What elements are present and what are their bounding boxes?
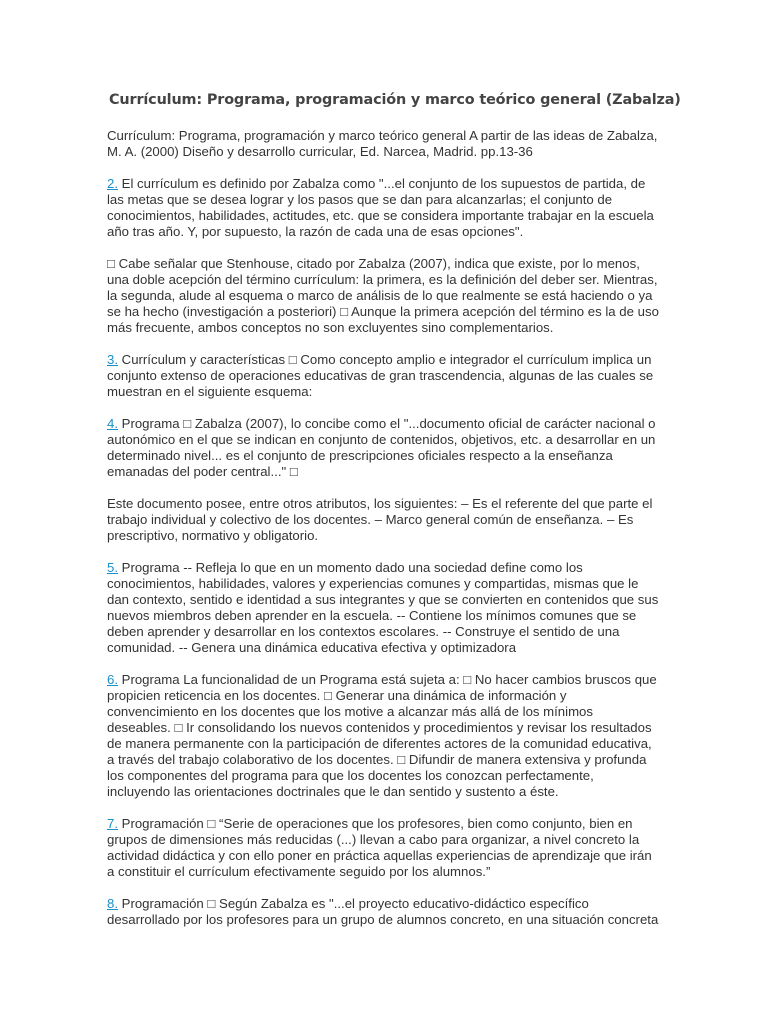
- section-link-6[interactable]: 6.: [107, 672, 118, 687]
- paragraph-text: El currículum es definido por Zabalza como "...el conjunto de los supuestos de partida, de las metas que se desea lograr y los pasos que se dan para alcanzarlas; el conjunto de conocimientos, habilidades, actitudes, etc. que se considera importante trabajar en la escuela año tras año. Y, por supuesto, la razón de cada una de esas opciones".: [107, 176, 654, 239]
- paragraph-text: Programación □ “Serie de operaciones que los profesores, bien como conjunto, bien en grupos de dimensiones más reducidas (...) llevan a cabo para organizar, a nivel concreto la actividad didáctica y con ello poner en práctica aquellas experiencias de aprendizaje que irán a constituir el currículum efectivamente seguido por los alumnos.”: [107, 816, 652, 879]
- paragraph-6: [107, 672, 659, 800]
- paragraph-text: □ Cabe señalar que Stenhouse, citado por Zabalza (2007), indica que existe, por lo menos, una doble acepción del término currículum: la primera, es la definición del deber ser. Mientras, la segunda, alude al esquema o marco de análisis de lo que realmente se está haciendo o ya se ha hecho (investigación a posteriori) □ Aunque la primera acepción del término es la de uso más frecuente, ambos conceptos no son excluyentes sino complementarios.: [107, 256, 659, 335]
- paragraph-stenhouse: [107, 256, 659, 336]
- paragraph-atributos: [107, 496, 659, 544]
- paragraph-intro: [107, 128, 659, 160]
- paragraph-8: [107, 896, 659, 928]
- paragraph-4: [107, 416, 659, 480]
- section-link-8[interactable]: 8.: [107, 896, 118, 911]
- section-link-2[interactable]: 2.: [107, 176, 118, 191]
- paragraph-3: [107, 352, 659, 400]
- paragraph-text: Programa □ Zabalza (2007), lo concibe como el "...documento oficial de carácter nacional o autonómico en el que se indican en conjunto de contenidos, objetivos, etc. a desarrollar en un determinado nivel... es el conjunto de prescripciones oficiales respecto a la enseñanza emanadas del poder central..." □: [107, 416, 656, 479]
- document-title: Currículum: Programa, programación y marco teórico general (Zabalza): [109, 92, 681, 108]
- paragraph-text: Este documento posee, entre otros atributos, los siguientes: – Es el referente del que parte el trabajo individual y colectivo de los docentes. – Marco general común de enseñanza. – Es prescriptivo, normativo y obligatorio.: [107, 496, 653, 543]
- section-link-4[interactable]: 4.: [107, 416, 118, 431]
- paragraph-5: [107, 560, 659, 656]
- paragraph-text: Currículum y características □ Como concepto amplio e integrador el currículum implica un conjunto extenso de operaciones educativas de gran trascendencia, algunas de las cuales se muestran en el siguiente esquema:: [107, 352, 654, 399]
- section-link-3[interactable]: 3.: [107, 352, 118, 367]
- paragraph-text: Programa -- Refleja lo que en un momento dado una sociedad define como los conocimientos, habilidades, valores y experiencias comunes y compartidas, mismas que le dan contexto, sentido e identidad a sus integrantes y que se convierten en contenidos que sus nuevos miembros deben aprender en la escuela. -- Contiene los mínimos comunes que se deben aprender y desarrollar en los contextos escolares. -- Construye el sentido de una comunidad. -- Genera una dinámica educativa efectiva y optimizadora: [107, 560, 659, 655]
- paragraph-2: [107, 176, 659, 240]
- section-link-5[interactable]: 5.: [107, 560, 118, 575]
- paragraph-text: Currículum: Programa, programación y marco teórico general A partir de las ideas de Zabalza, M. A. (2000) Diseño y desarrollo curricular, Ed. Narcea, Madrid. pp.13-36: [107, 128, 658, 159]
- paragraph-7: [107, 816, 659, 880]
- document-page: [107, 0, 681, 928]
- paragraph-text: Programa La funcionalidad de un Programa está sujeta a: □ No hacer cambios bruscos que propicien reticencia en los docentes. □ Generar una dinámica de información y convencimiento en los docentes que los motive a alcanzar más allá de los mínimos deseables. □ Ir consolidando los nuevos contenidos y procedimientos y revisar los resultados de manera permanente con la participación de diferentes actores de la comunidad educativa, a través del trabajo colaborativo de los docentes. □ Difundir de manera extensiva y profunda los componentes del programa para que los docentes los conozcan perfectamente, incluyendo las orientaciones doctrinales que le dan sentido y sustento a éste.: [107, 672, 657, 799]
- document-body: [107, 128, 659, 928]
- section-link-7[interactable]: 7.: [107, 816, 118, 831]
- paragraph-text: Programación □ Según Zabalza es "...el proyecto educativo-didáctico específico desarrollado por los profesores para un grupo de alumnos concreto, en una situación concreta: [107, 896, 659, 927]
